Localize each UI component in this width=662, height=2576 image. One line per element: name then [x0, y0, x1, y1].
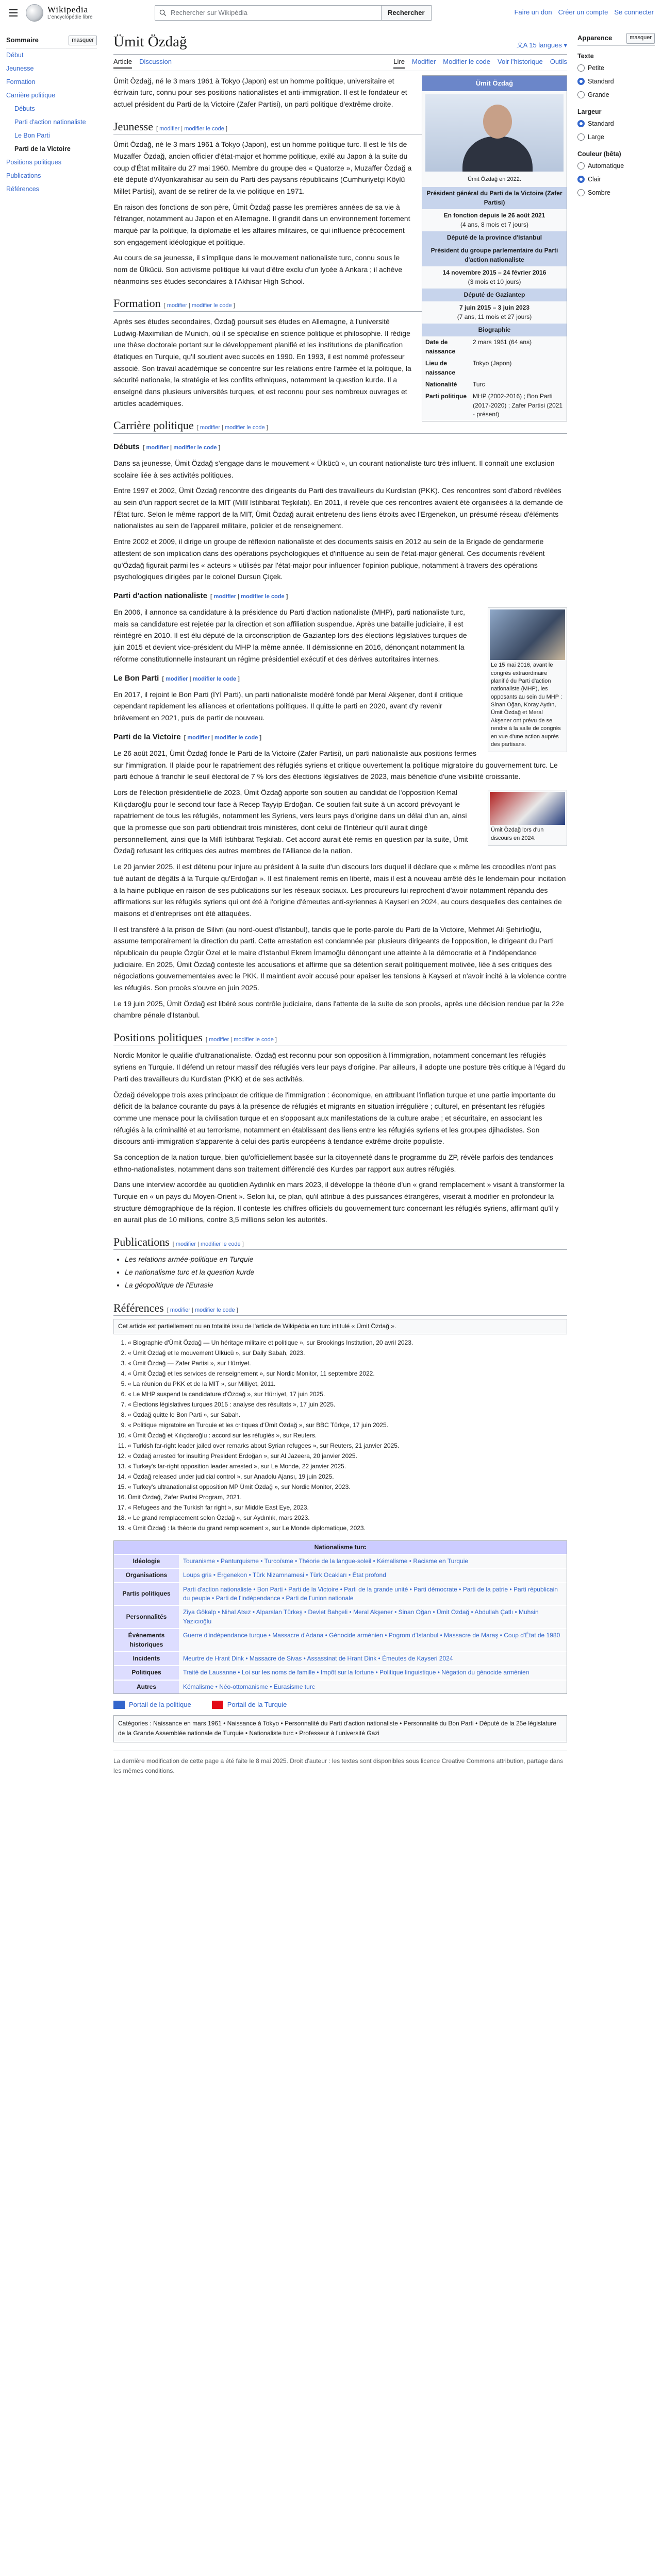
office-period: 14 novembre 2015 – 24 février 2016 — [442, 269, 547, 277]
edit-source-link[interactable]: modifier le code — [173, 444, 217, 451]
edit-section-links: [ modifier | modifier le code ] — [172, 1241, 244, 1247]
reference-item[interactable]: 14. « Özdağ released under judicial control », sur Anadolu Ajansı, 19 juin 2025. — [128, 1471, 567, 1482]
top-header — [0, 0, 662, 26]
option-label: Grande — [588, 91, 609, 98]
reference-item[interactable]: 5. « La réunion du PKK et de la MIT », sur Milliyet, 2011. — [128, 1379, 567, 1389]
figure-caption: Le 15 mai 2016, avant le congrès extraordinaire planifié du Parti d'action nationaliste (MHP), les opposants au sein du MHP : Sinan Oğan, Koray Aydın, Ümit Özdağ et Meral Akşener ont prévu de se rendre à la salle de congrès en vue d'une action auprès des partisans. — [491, 662, 562, 748]
toc-item[interactable]: Positions politiques — [6, 158, 62, 166]
search-icon — [159, 9, 167, 16]
edit-section-links: [ modifier | modifier le code ] — [162, 675, 240, 682]
list-item: • Le nationalisme turc et la question kurde — [125, 1266, 567, 1279]
navbox-group-label: Événements historiques — [114, 1629, 179, 1651]
office-dates — [422, 301, 567, 324]
section-heading-references — [113, 1301, 567, 1316]
office-period: En fonction depuis le 26 août 2021 — [443, 212, 545, 219]
edit-section-links: [ modifier | modifier le code ] — [184, 734, 262, 741]
figure-speech-photo — [488, 790, 567, 846]
radio-icon — [577, 64, 585, 72]
office-duration: (3 mois et 10 jours) — [468, 278, 521, 285]
menu-bar-icon — [9, 15, 18, 16]
login-link[interactable]: Se connecter — [614, 8, 654, 16]
user-links — [515, 7, 654, 18]
office-title: Président général du Parti de la Victoire (Zafer Partisi) — [422, 187, 567, 209]
infobox-row — [422, 358, 567, 379]
navbox-row — [114, 1680, 567, 1693]
color-option[interactable] — [577, 173, 655, 186]
paragraph: Le 26 août 2021, Ümit Özdağ fonde le Parti de la Victoire (Zafer Partisi), un parti nationaliste aux positions fermes sur l'immigration. Il plaide pour le rapatriement des réfugiés syriens et critique ouvertement la politique migratoire du gouvernement turc. Le parti échoue à franchir le seuil électoral de 7 % lors des élections législatives de 2023, mais bénéficie d'une visibilité croissante. — [113, 749, 558, 781]
subsection-heading-mhp — [113, 590, 567, 602]
infobox-key: Date de naissance — [425, 338, 456, 355]
infobox-value: Turc — [473, 381, 485, 388]
portal-link[interactable]: Portail de la Turquie — [227, 1701, 287, 1709]
option-label: Petite — [588, 64, 604, 72]
infobox-caption: Ümit Özdağ en 2022. — [468, 176, 521, 183]
infobox-offices — [422, 187, 567, 324]
paragraph: Dans sa jeunesse, Ümit Özdağ s'engage dans le mouvement « Ülkücü », un courant nationaliste turc très influent. Il connaît une exclusion scolaire liée à ses activités politiques. — [113, 459, 555, 479]
edit-link[interactable]: modifier — [146, 444, 169, 451]
infobox-row — [422, 379, 567, 391]
main-content — [113, 33, 567, 1776]
text-size-option[interactable] — [577, 88, 655, 101]
text-size-option[interactable] — [577, 75, 655, 88]
reference-item[interactable]: 8. « Özdağ quitte le Bon Parti », sur Sabah. — [128, 1410, 567, 1420]
tab-discussion[interactable]: Discussion — [139, 57, 172, 65]
radio-icon — [577, 133, 585, 141]
infobox-key: Parti politique — [425, 393, 467, 400]
search-input[interactable] — [155, 5, 382, 21]
toc-hide-button[interactable]: masquer — [69, 36, 97, 46]
office-duration: (4 ans, 8 mois et 7 jours) — [460, 221, 529, 228]
politics-portal-icon — [113, 1701, 125, 1709]
table-of-contents — [0, 33, 103, 196]
section-heading-positions — [113, 1030, 567, 1046]
edit-source-link[interactable]: modifier le code — [241, 593, 285, 600]
option-label: Standard — [588, 120, 614, 127]
toc-header — [6, 33, 97, 48]
portrait-photo[interactable] — [425, 94, 564, 172]
navbox-links[interactable]: Traité de Lausanne • Loi sur les noms de famille • Impôt sur la fortune • Politique linguistique • Négation du génocide arménien — [179, 1666, 567, 1679]
edit-link[interactable]: modifier — [209, 1036, 229, 1043]
paragraph: Entre 1997 et 2002, Ümit Özdağ rencontre des dirigeants du Parti des travailleurs du Kurdistan (PKK). Ces rencontres sont d'abord révélées au sein d'un rapport secret de la MIT (Millî İstihbarat Teşkilatı). En 2011, il révèle que ces rencontres avaient été organisées à la demande de l'État turc. Selon le même rapport de la MIT, Ümit Özdağ aurait entretenu des liens étroits avec l'Ergenekon, un présumé réseau d'éléments nationalistes au sein de l'appareil militaire, policier et de renseignement. — [113, 486, 563, 530]
portal-bar — [113, 1699, 567, 1710]
color-option[interactable] — [577, 159, 655, 173]
edit-source-link[interactable]: modifier le code — [234, 1036, 274, 1043]
paragraph: Ümit Özdağ, né le 3 mars 1961 à Tokyo (Japon), est un homme politique turc. Il est le fils de Muzaffer Özdağ, ancien officier d'état-major et homme politique, exilé au Japon à la suite du coup d'État militaire du 27 mai 1960. Membre du groupe des « Quatorze », Muzaffer Özdağ a été député d'Afyonkarahisar au sein du Parti des paysans républicains (Cumhuriyetçi Köylü Millet Partisi), avant de se retirer de la vie politique en 1971. — [113, 140, 412, 195]
infobox-rows — [422, 336, 567, 420]
option-label: Standard — [588, 77, 614, 85]
edit-section-links: [ modifier | modifier le code ] — [196, 425, 268, 431]
appearance-heading: Apparence — [577, 34, 613, 42]
heading-text: Jeunesse — [113, 120, 153, 133]
navbox-group-label: Organisations — [114, 1569, 179, 1582]
reference-item[interactable]: 17. « Refugees and the Turkish far right », sur Middle East Eye, 2023. — [128, 1502, 567, 1513]
puzzle-globe-icon — [26, 4, 43, 22]
heading-text: Carrière politique — [113, 419, 194, 432]
navbox-links[interactable]: Loups gris • Ergenekon • Türk Nizamnamesi • Türk Ocakları • État profond — [179, 1569, 567, 1582]
edit-link[interactable]: modifier — [187, 734, 210, 741]
tab-read[interactable]: Lire — [393, 57, 405, 69]
heading-text: Références — [113, 1301, 164, 1314]
page-footer: La dernière modification de cette page a été faite le 8 mai 2025. Droit d'auteur : les textes sont disponibles sous licence Creative Commons attribution, partage dans les mêmes conditions. — [113, 1751, 567, 1776]
language-count: 15 langues — [529, 41, 562, 49]
edit-section-links: [ modifier | modifier le code ] — [142, 444, 221, 451]
option-label: Sombre — [588, 189, 610, 196]
category-links[interactable]: Catégories : Naissance en mars 1961 • Naissance à Tokyo • Personnalité du Parti d'action nationaliste • Personnalité du Bon Parti • Député de la 25e législature de la Grande Assemblée nationale de Turquie • Nationaliste turc • Professeur à l'université Gazi — [113, 1715, 567, 1742]
reference-item[interactable]: 12. « Özdağ arrested for insulting President Erdoğan », sur Al Jazeera, 20 janvier 2025. — [128, 1451, 567, 1461]
navbox-group-label: Autres — [114, 1681, 179, 1693]
navbox-row — [114, 1628, 567, 1651]
navbox-row — [114, 1605, 567, 1628]
menu-bar-icon — [9, 9, 18, 10]
portal-politics[interactable] — [113, 1699, 191, 1710]
toc-item[interactable]: Formation — [6, 78, 36, 86]
navbox-rows — [114, 1554, 567, 1693]
navbox-links[interactable]: Guerre d'indépendance turque • Massacre d'Adana • Génocide arménien • Pogrom d'Istanbul • Massacre de Maraş • Coup d'État de 1980 — [179, 1629, 567, 1651]
section-heading-publications — [113, 1235, 567, 1250]
navbox-links[interactable]: Meurtre de Hrant Dink • Massacre de Sivas • Assassinat de Hrant Dink • Émeutes de Kayseri 2024 — [179, 1652, 567, 1665]
tab-edit[interactable]: Modifier — [411, 57, 436, 65]
paragraph: En 2006, il annonce sa candidature à la présidence du Parti d'action nationaliste (MHP), parti nationaliste turc, mais sa candidature est rejetée par la direction et son affiliation suspendue. Après une bataille judiciaire, il est réintégré en 2010. Il est élu député de la circonscription de Gaziantep lors des élections législatives turques de juin 2015 et devient vice-président du MHP la même année. Il démissionne en 2016, dénonçant notamment la réforme constitutionnelle instaurant un régime présidentiel exécutif et des dérives autoritaires internes. — [113, 608, 467, 663]
appearance-header — [577, 33, 655, 46]
office-title: Député de la province d'Istanbul — [422, 231, 567, 244]
navbox-links[interactable]: Parti d'action nationaliste • Bon Parti • Parti de la Victoire • Parti de la grande unité • Parti démocrate • Parti de la patrie • Parti républicain du peuple • Parti de l'indépendance • Parti de l'union nationale — [179, 1583, 567, 1605]
toc-item[interactable]: Parti d'action nationaliste — [14, 118, 86, 126]
donate-link[interactable]: Faire un don — [514, 8, 552, 16]
reference-item[interactable]: 9. « Politique migratoire en Turquie et les critiques d'Ümit Özdağ », sur BBC Türkçe, 17 juin 2025. — [128, 1420, 567, 1430]
edit-link[interactable]: modifier — [213, 593, 237, 600]
toc-item[interactable]: Le Bon Parti — [14, 131, 50, 139]
reference-item[interactable]: 13. « Turkey's far-right opposition leader arrested », sur Le Monde, 22 janvier 2025. — [128, 1461, 567, 1471]
paragraph: Après ses études secondaires, Özdağ poursuit ses études en Allemagne, à l'université Ludwig-Maximilian de Munich, où il se spécialise en science politique et philosophie. Il rédige une thèse doctorale portant sur le développement planifié et les institutions de planification étatiques en Turquie, qu'il soutient avec succès en 1990. En 1993, il est nommé professeur associé. Son travail académique se concentre sur les relations entre l'armée et la politique, la sécurité nationale, la stratégie et les conflits ethniques, notamment la question kurde. Il a enseigné dans plusieurs universités turques, et est reconnu pour ses nombreux ouvrages et articles académiques. — [113, 317, 411, 408]
navbox-title[interactable]: Nationalisme turc — [114, 1541, 567, 1554]
infobox-row — [422, 336, 567, 358]
width-option[interactable] — [577, 117, 655, 130]
infobox-biography-band: Biographie — [422, 324, 567, 336]
site-tagline: L'encyclopédie libre — [47, 14, 93, 20]
office-dates — [422, 266, 567, 289]
infobox-value: Tokyo (Japon) — [473, 360, 512, 367]
portal-link[interactable]: Portail de la politique — [129, 1701, 191, 1709]
radio-selected-icon — [577, 120, 585, 127]
navbox-row — [114, 1651, 567, 1665]
paragraph: Le 20 janvier 2025, il est détenu pour injure au président à la suite d'un discours lors duquel il déclare que « même les crocodiles n'ont pas tué autant de dégâts à la Turquie qu'Erdoğan ». Il est finalement remis en liberté, mais il est à nouveau arrêté dès le lendemain pour incitation à la haine publique en raison de ses publications sur les réseaux sociaux. Les procureurs lui reprochent d'avoir notamment répandu des affirmations sur les réfugiés syriens qui ont été à l'origine d'émeutes anti-syriennes à Kayseri en 2024, au cours desquelles des centaines de maisons et d'entreprises ont été attaquées. — [113, 862, 566, 918]
navbox-links[interactable]: Touranisme • Panturquisme • Turcoïsme • Théorie de la langue-soleil • Kémalisme • Racisme en Turquie — [179, 1555, 567, 1568]
edit-source-link[interactable]: modifier le code — [214, 734, 258, 741]
office-period: 7 juin 2015 – 3 juin 2023 — [459, 304, 530, 312]
office-dates — [422, 209, 567, 231]
paragraph: Au cours de sa jeunesse, il s'implique dans le mouvement nationaliste turc, connu sous le nom de Ülkücü. Son activisme politique lui vaut d'être exclu d'un lycée à Ankara ; il achève néanmoins ses études secondaires à l'Akhisar High School. — [113, 253, 403, 285]
navbox-group-label: Personnalités — [114, 1606, 179, 1628]
width-label: Largeur — [577, 108, 602, 115]
reference-item[interactable]: 19. « Ümit Özdağ : la théorie du grand remplacement », sur Le Monde diplomatique, 2023. — [128, 1523, 567, 1533]
publications-list — [125, 1253, 567, 1291]
edit-link[interactable]: modifier — [175, 1241, 196, 1247]
create-account-link[interactable]: Créer un compte — [558, 8, 608, 16]
heading-text: Débuts — [113, 442, 140, 451]
turkey-flag-icon — [212, 1701, 223, 1709]
infobox-value: MHP (2002-2016) ; Bon Parti (2017-2020) ; Zafer Partisi (2021 - présent) — [473, 393, 563, 418]
reference-item[interactable]: 7. « Élections législatives turques 2015 : analyse des résultats », 17 juin 2025. — [128, 1399, 567, 1410]
reference-ordered-list — [128, 1337, 567, 1533]
paragraph: En 2017, il rejoint le Bon Parti (İYİ Parti), un parti nationaliste modéré fondé par Meral Akşener, dont il critique cependant rapidement les alliances et orientations politiques. Il quitte le parti en 2020, avant d'y revenir brièvement en 2021, puis de partir de nouveau. — [113, 690, 463, 722]
list-item: • Les relations armée-politique en Turquie — [125, 1253, 567, 1266]
radio-selected-icon — [577, 78, 585, 85]
navbox-links[interactable]: Ziya Gökalp • Nihal Atsız • Alparslan Türkeş • Devlet Bahçeli • Meral Akşener • Sinan Oğan • Ümit Özdağ • Abdullah Çatlı • Muhsin Yazıcıoğlu — [179, 1606, 567, 1628]
paragraph: Le 19 juin 2025, Ümit Özdağ est libéré sous contrôle judiciaire, dans l'attente de la suite de son procès, après une décision rendue par la 22e chambre pénale d'Istanbul. — [113, 999, 564, 1020]
navbox — [113, 1540, 567, 1694]
tab-history[interactable]: Voir l'historique — [498, 57, 543, 65]
reference-item[interactable]: 1. « Biographie d'Ümit Özdağ — Un héritage militaire et politique », sur Brookings Institution, 20 avril 2023. — [128, 1337, 567, 1348]
paragraph: Il est transféré à la prison de Silivri (au nord-ouest d'Istanbul), tandis que le porte-parole du Parti de la Victoire, Mehmet Ali Şehirlioğlu, assume temporairement la direction du parti. Cette arrestation est condamnée par plusieurs dirigeants de l'opposition, le dirigeant du Parti républicain du peuple Özgür Özel et le maire d'Istanbul Ekrem İmamoğlu dénonçant une atteinte à la démocratie et à l'indépendance judiciaire. En 2025, Ümit Özdağ conteste les accusations et affirme que sa détention serait politiquement motivée, liée à ses critiques des négociations gouvernementales avec le PKK. Il maintient avoir accusé pour apaiser les tensions à Kayseri et n'avoir incité à la violence contre les réfugiés. Son procès s'ouvre en juin 2025. — [113, 925, 567, 992]
translation-notice: Cet article est partiellement ou en totalité issu de l'article de Wikipédia en turc intitulé « Ümit Özdağ ». — [113, 1319, 567, 1334]
infobox-key: Lieu de naissance — [425, 360, 456, 376]
paragraph: Dans une interview accordée au quotidien Aydınlık en mars 2023, il développe la théorie d'un « grand remplacement » visant à transformer la Turquie en « un pays du Moyen-Orient ». Selon lui, ce plan, qu'il attribue à des puissances étrangères, viserait à modifier en profondeur la structure démographique de la région. Il conteste les chiffres officiels du gouvernement turc concernant les réfugiés syriens, affirmant qu'il y en aurait plus de 10 millions, contre 3,5 millions selon les autorités. — [113, 1180, 565, 1224]
navbox-group-label: Politiques — [114, 1666, 179, 1679]
translate-icon: 文A — [516, 41, 529, 49]
navbox-group-label: Partis politiques — [114, 1583, 179, 1605]
search-form — [155, 5, 432, 21]
portal-turkey[interactable] — [212, 1699, 287, 1710]
navbox-row — [114, 1554, 567, 1568]
heading-text: Formation — [113, 297, 161, 310]
color-option[interactable] — [577, 186, 655, 199]
option-label: Automatique — [588, 162, 624, 170]
color-label: Couleur (bêta) — [577, 150, 621, 158]
edit-section-links: [ modifier | modifier le code ] — [163, 302, 235, 309]
menu-bar-icon — [9, 12, 18, 13]
paragraph: En raison des fonctions de son père, Ümit Özdağ passe les premières années de sa vie à l'étranger, notamment au Japon et en Allemagne. Il grandit dans un environnement fortement marqué par la politique, la diplomatie et les affaires militaires, ce qui influence précocement son engagement idéologique et politique. — [113, 202, 410, 246]
option-label: Clair — [588, 175, 601, 183]
heading-text: Le Bon Parti — [113, 673, 159, 683]
tab-article[interactable]: Article — [113, 57, 132, 69]
appearance-hide-button[interactable]: masquer — [626, 33, 655, 44]
text-size-label: Texte — [577, 52, 594, 60]
paragraph: Nordic Monitor le qualifie d'ultranationaliste. Özdağ est reconnu pour son opposition à l'immigration, notamment concernant les réfugiés syriens en Turquie. Il défend un retour massif des réfugiés vers leur pays d'origine. Par ailleurs, il adopte une posture très critique à l'égard du Parti des travailleurs du Kurdistan (PKK) et de ses activités. — [113, 1051, 566, 1083]
reference-item[interactable]: 10. « Ümit Özdağ et Kılıçdaroğlu : accord sur les réfugiés », sur Reuters. — [128, 1430, 567, 1440]
edit-source-link[interactable]: modifier le code — [194, 1307, 235, 1313]
heading-text: Parti d'action nationaliste — [113, 591, 207, 600]
toc-item[interactable]: Publications — [6, 172, 41, 179]
speech-photo[interactable] — [490, 792, 565, 825]
toc-item[interactable]: Jeunesse — [6, 64, 34, 72]
heading-text: Parti de la Victoire — [113, 732, 181, 741]
radio-selected-icon — [577, 176, 585, 183]
navbox-group-label: Idéologie — [114, 1555, 179, 1568]
page-title: Ümit Özdağ — [113, 33, 187, 50]
infobox — [422, 75, 567, 421]
congress-photo[interactable] — [490, 609, 565, 660]
appearance-panel — [577, 33, 655, 199]
edit-link[interactable]: modifier — [166, 675, 188, 682]
tab-edit-source[interactable]: Modifier le code — [443, 57, 491, 65]
reference-item[interactable]: 3. « Ümit Özdağ — Zafer Partisi », sur Hürriyet. — [128, 1358, 567, 1368]
edit-source-link[interactable]: modifier le code — [184, 125, 224, 132]
office-title: Président du groupe parlementaire du Parti d'action nationaliste — [422, 244, 567, 266]
language-selector[interactable]: 文A 15 langues ▾ — [516, 41, 567, 49]
edit-link[interactable]: modifier — [200, 425, 221, 431]
infobox-key: Nationalité — [425, 381, 457, 388]
office-title: Député de Gaziantep — [422, 289, 567, 301]
subsection-heading-debuts — [113, 441, 567, 453]
infobox-title: Ümit Özdağ — [422, 76, 567, 92]
infobox-value: 2 mars 1961 (64 ans) — [473, 338, 532, 346]
wikipedia-logo[interactable] — [26, 4, 113, 22]
heading-text: Positions politiques — [113, 1030, 203, 1044]
edit-source-link[interactable]: modifier le code — [201, 1241, 241, 1247]
edit-source-link[interactable]: modifier le code — [191, 302, 232, 309]
toc-item[interactable]: Parti de la Victoire — [14, 145, 71, 152]
toc-item[interactable]: Références — [6, 185, 39, 193]
edit-link[interactable]: modifier — [159, 125, 180, 132]
width-option[interactable] — [577, 130, 655, 144]
edit-link[interactable]: modifier — [167, 302, 187, 309]
toc-heading: Sommaire — [6, 36, 39, 44]
reference-item[interactable]: 2. « Ümit Özdağ et le mouvement Ülkücü », sur Daily Sabah, 2023. — [128, 1348, 567, 1358]
edit-section-links: [ modifier | modifier le code ] — [167, 1307, 238, 1313]
navbox-group-label: Incidents — [114, 1652, 179, 1665]
main-menu-button[interactable] — [6, 6, 21, 20]
reference-item[interactable]: 15. « Turkey's ultranationalist opposition MP Ümit Özdağ », sur Nordic Monitor, 2023. — [128, 1482, 567, 1492]
toc-item[interactable]: Débuts — [14, 105, 35, 112]
edit-source-link[interactable]: modifier le code — [225, 425, 265, 431]
search-button[interactable]: Rechercher — [382, 5, 432, 21]
reference-item[interactable]: 16. Ümit Özdağ, Zafer Partisi Program, 2021. — [128, 1492, 567, 1502]
option-label: Large — [588, 133, 604, 141]
reference-item[interactable]: 6. « Le MHP suspend la candidature d'Özdağ », sur Hürriyet, 17 juin 2025. — [128, 1389, 567, 1399]
reference-item[interactable]: 18. « Le grand remplacement selon Özdağ », sur Aydınlık, mars 2023. — [128, 1513, 567, 1523]
office-duration: (7 ans, 11 mois et 27 jours) — [457, 313, 532, 320]
radio-icon — [577, 91, 585, 98]
tools-menu[interactable]: Outils — [550, 57, 567, 65]
figure-caption: Ümit Özdağ lors d'un discours en 2024. — [491, 827, 544, 841]
paragraph: Lors de l'élection présidentielle de 2023, Ümit Özdağ apporte son soutien au candidat de l'opposition Kemal Kılıçdaroğlu pour le second tour face à Recep Tayyip Erdoğan. Ce soutien fait suite à un accord prévoyant le rapatriement de tous les réfugiés, notamment les Syriens, vers leurs pays d'origine dans un délai d'un an, ainsi que la promesse que son parti obtiendrait trois ministères, dont celui de l'Intérieur qu'il aurait dirigé personnellement, ainsi que la Millî İstihbarat Teşkilatı. Cet accord aurait été remis en question par la suite, Ümit Özdağ refusant les critiques des autres membres de l'Alliance de la nation. — [113, 788, 468, 855]
toc-item[interactable]: Début — [6, 51, 24, 59]
reference-list — [113, 1337, 567, 1533]
edit-source-link[interactable]: modifier le code — [192, 675, 237, 682]
navbox-row — [114, 1568, 567, 1582]
paragraph: Entre 2002 et 2009, il dirige un groupe de réflexion nationaliste et des documents saisis en 2012 au sein de la Brigade de gendarmerie attestent de son implication dans des opérations psychologiques et d'influence au sein de l'état-major général. Ces documents révèlent qu'Özdağ figurait parmi les « acteurs » utilisés par l'état-major pour influencer l'opinion publique, notamment à travers des opérations psychologiques dirigées par le colonel Dursun Çiçek. — [113, 537, 545, 581]
heading-text: Publications — [113, 1235, 170, 1248]
intro-paragraph: Ümit Özdağ, né le 3 mars 1961 à Tokyo (Japon) est un homme politique, universitaire et écrivain turc, connu pour ses positions nationalistes et anti-immigration. Il est le fondateur et actuel président du Parti de la Victoire (Zafer Partisi), un parti politique d'extrême droite. — [113, 76, 407, 108]
reference-item[interactable]: 11. « Turkish far-right leader jailed over remarks about Syrian refugees », sur Reuters, 21 janvier 2025. — [128, 1440, 567, 1451]
infobox-row — [422, 391, 567, 420]
navbox-row — [114, 1665, 567, 1679]
navbox-row — [114, 1582, 567, 1605]
page-tabs — [113, 57, 567, 71]
edit-section-links: [ modifier | modifier le code ] — [210, 593, 288, 600]
title-row — [113, 33, 567, 55]
article-body — [113, 75, 567, 1776]
toc-item[interactable]: Carrière politique — [6, 91, 56, 99]
list-item: • La géopolitique de l'Eurasie — [125, 1279, 567, 1292]
site-title: Wikipedia — [47, 5, 89, 14]
text-size-option[interactable] — [577, 61, 655, 75]
radio-icon — [577, 162, 585, 170]
edit-section-links: [ modifier | modifier le code ] — [156, 125, 227, 132]
paragraph: Sa conception de la nation turque, bien qu'officiellement basée sur la citoyenneté dans le programme du ZP, révèle parfois des tendances ethno-nationalistes, notamment dans son traitement différencié des Kurdes par rapport aux autres réfugiés. — [113, 1153, 553, 1173]
figure-congress-photo — [488, 607, 567, 752]
paragraph: Özdağ développe trois axes principaux de critique de l'immigration : économique, en attribuant l'inflation turque et une partie importante du déficit de la balance courante du pays à la présence de réfugiés et migrants en situation irrégulière ; culturel, en présentant les réfugiés comme une menace pour la civilisation turque et en s'opposant aux manifestations de la culture arabe ; et sécuritaire, en associant les réfugiés à la criminalité et au terrorisme, notamment en établissant des liens entre les réfugiés syriens et les groupes djihadistes. Son discours anti-immigration s'apparente à celui des partis européens à tendance extrême droite populiste. — [113, 1090, 556, 1146]
reference-item[interactable]: 4. « Ümit Özdağ et les services de renseignement », sur Nordic Monitor, 11 septembre 2022. — [128, 1368, 567, 1379]
toc-list — [6, 48, 97, 196]
edit-section-links: [ modifier | modifier le code ] — [205, 1036, 277, 1043]
search-placeholder: Rechercher sur Wikipédia — [171, 8, 247, 16]
edit-link[interactable]: modifier — [170, 1307, 190, 1313]
radio-icon — [577, 189, 585, 196]
navbox-links[interactable]: Kémalisme • Néo-ottomanisme • Eurasisme turc — [179, 1681, 567, 1693]
